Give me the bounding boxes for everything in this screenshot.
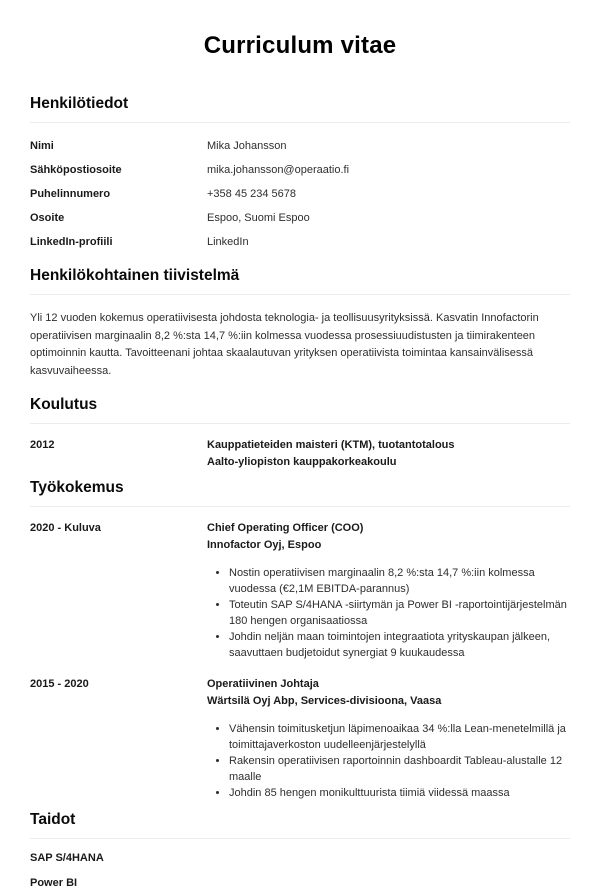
experience-entry-coo	[30, 520, 570, 661]
education-period: 2012	[30, 439, 55, 451]
skills-heading: Taidot	[30, 810, 570, 839]
field-value-phone: +358 45 234 5678	[207, 188, 297, 200]
experience-company: Wärtsilä Oyj Abp, Services-divisioona, Vaasa	[207, 695, 442, 707]
personal-fields	[30, 140, 570, 260]
experience-detail	[207, 676, 570, 801]
section-summary	[30, 266, 570, 380]
experience-company: Innofactor Oyj, Espoo	[207, 539, 322, 551]
field-value-name: Mika Johansson	[207, 140, 287, 152]
experience-bullet: • Rakensin operatiivisen raportoinnin dashboardit Tableau-alustalle 12 maalle	[229, 753, 570, 785]
field-label-phone: Puhelinnumero	[30, 188, 111, 200]
experience-bullet: • Toteutin SAP S/4HANA -siirtymän ja Power BI -raportointijärjestelmän 180 hengen organisaatiossa	[229, 597, 570, 629]
education-degree: Kauppatieteiden maisteri (KTM), tuotantotalous	[207, 439, 455, 451]
section-skills	[30, 810, 570, 889]
field-row-phone	[30, 188, 570, 212]
experience-detail	[207, 520, 570, 661]
field-value-email: mika.johansson@operaatio.fi	[207, 164, 350, 176]
field-value-address: Espoo, Suomi Espoo	[207, 212, 310, 224]
section-education	[30, 395, 570, 471]
experience-bullet: • Nostin operatiivisen marginaalin 8,2 %:sta 14,7 %:iin kolmessa vuodessa (€2,1M EBITDA-parannus)	[229, 565, 570, 597]
field-row-address	[30, 212, 570, 236]
page-title: Curriculum vitae	[203, 32, 397, 59]
experience-bullet: • Johdin neljän maan toimintojen integraatiota yrityskaupan jälkeen, saavuttaen budjetoidut synergiat 9 kuukaudessa	[229, 629, 570, 661]
field-label-address: Osoite	[30, 212, 65, 224]
experience-bullet-list	[207, 565, 570, 661]
experience-bullet-list	[207, 721, 570, 801]
education-school: Aalto-yliopiston kauppakorkeakoulu	[207, 456, 397, 468]
skill-item-sap: SAP S/4HANA	[30, 852, 104, 864]
summary-paragraph: Yli 12 vuoden kokemus operatiivisesta johdosta teknologia- ja teollisuusyrityksissä. Kasvatin Innofactorin operatiivisen marginaalin 8,2 %:sta 14,7 %:iin kolmessa vuodessa prosessiuudistusten ja tiimirakenteen optimoinnin kautta. Tavoitteenani johtaa skaalautuvan yrityksen operatiivista toimintaa kansainvälisessä kasvuvaiheessa.	[30, 312, 539, 377]
field-row-name	[30, 140, 570, 164]
field-label-linkedin: LinkedIn-profiili	[30, 236, 113, 248]
experience-job-title: Chief Operating Officer (COO)	[207, 522, 364, 534]
field-label-email: Sähköpostiosoite	[30, 164, 122, 176]
experience-job-title: Operatiivinen Johtaja	[207, 678, 319, 690]
section-experience	[30, 478, 570, 801]
education-entry	[30, 437, 570, 471]
experience-period: 2015 - 2020	[30, 678, 89, 690]
experience-bullet: • Johdin 85 hengen monikulttuurista tiimiä viidessä maassa	[229, 785, 570, 801]
personal-details-heading: Henkilötiedot	[30, 94, 570, 123]
skills-list	[30, 852, 570, 889]
linkedin-link[interactable]: LinkedIn	[207, 236, 249, 248]
experience-period: 2020 - Kuluva	[30, 522, 101, 534]
skill-item-powerbi: Power BI	[30, 877, 78, 889]
education-detail	[207, 437, 570, 471]
field-row-linkedin	[30, 236, 570, 260]
summary-heading: Henkilökohtainen tiivistelmä	[30, 266, 570, 295]
education-heading: Koulutus	[30, 395, 570, 424]
cv-document-page	[0, 32, 600, 889]
field-row-email	[30, 164, 570, 188]
experience-heading: Työkokemus	[30, 478, 570, 507]
experience-bullet: • Vähensin toimitusketjun läpimenoaikaa 34 %:lla Lean-menetelmillä ja toimittajaverkoston uudelleenjärjestelyllä	[229, 721, 570, 753]
experience-entry-operations-director	[30, 676, 570, 801]
field-label-name: Nimi	[30, 140, 54, 152]
section-personal-details	[30, 94, 570, 260]
